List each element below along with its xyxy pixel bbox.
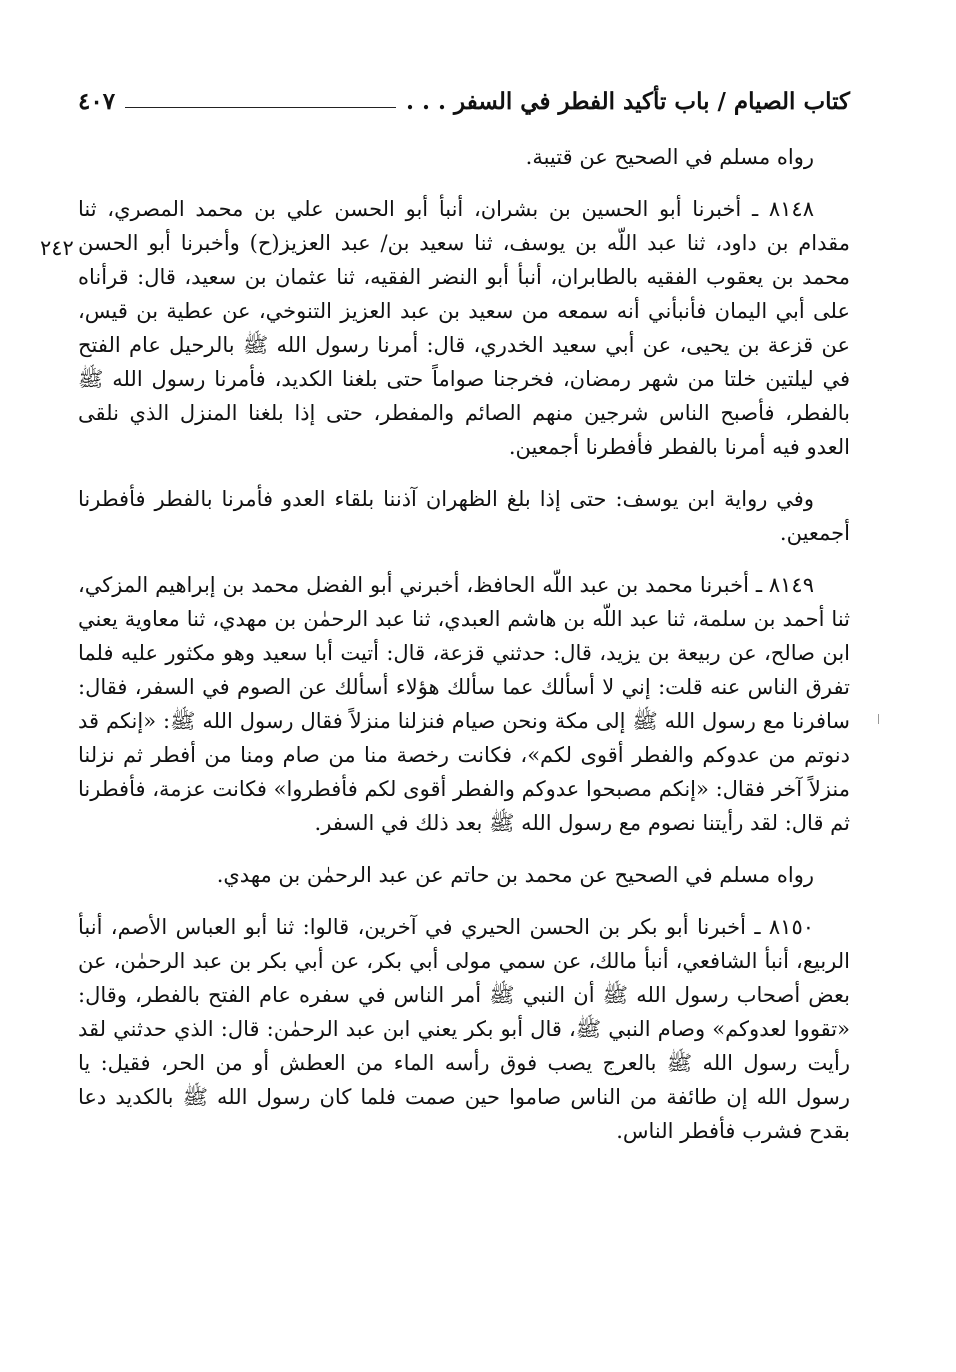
- paragraph-hadith-8150: ٨١٥٠ ـ أخبرنا أبو بكر بن الحسن الحيري في آخرين، قالوا: ثنا أبو العباس الأصم، أنبأ الربيع، أنبأ الشافعي، أنبأ مالك، عن سمي مولى أبي بكر، عن أبي بكر بن عبد الرحمٰن، عن بعض أصحاب رسول الله ﷺ أن النبي ﷺ أمر الناس في سفره عام الفتح بالفطر، وقال: «تقووا لعدوكم» وصام النبي ﷺ، قال أبو بكر يعني ابن عبد الرحمٰن: قال: الذي حدثني لقد رأيت رسول الله ﷺ بالعرج يصب فوق رأسه الماء من العطش أو من الحر، فقيل: يا رسول الله إن طائفة من الناس صاموا حين صمت فلما كان رسول الله ﷺ بالكديد دعا بقدح فشرب فأفطر الناس.: [78, 915, 850, 1143]
- body-text: [78, 140, 850, 1166]
- paragraph-attribution-2: رواه مسلم في الصحيح عن محمد بن حاتم عن عبد الرحمٰن بن مهدي.: [216, 863, 814, 887]
- paragraph-attribution-1: رواه مسلم في الصحيح عن قتيبة.: [525, 145, 814, 169]
- header-rule: [125, 107, 396, 108]
- margin-reference-number: ٢٤٢: [40, 236, 74, 260]
- paragraph-hadith-8149: ٨١٤٩ ـ أخبرنا محمد بن عبد اللّه الحافظ، أخبرني أبو الفضل محمد بن إبراهيم المزكي، ثنا أحمد بن سلمة، ثنا عبد اللّه بن هاشم العبدي، ثنا عبد الرحمٰن بن مهدي، ثنا معاوية يعني ابن صالح، عن ربيعة بن يزيد، قال: حدثني قزعة، قال: أتيت أبا سعيد وهو مكثور عليه فلما تفرق الناس عنه قلت: إني لا أسألك عما سألك هؤلاء أسألك عن الصوم في السفر، فقال: سافرنا مع رسول الله ﷺ إلى مكة ونحن صيام فنزلنا منزلاً فقال رسول الله ﷺ: «إنكم قد دنوتم من عدوكم والفطر أقوى لكم»، فكانت رخصة منا من صام ومنا من أفطر ثم نزلنا منزلاً آخر فقال: «إنكم مصبحوا عدوكم والفطر أقوى لكم فأفطروا» فكانت عزمة، فأفطرنا ثم قال: لقد رأيتنا نصوم مع رسول الله ﷺ بعد ذلك في السفر.: [78, 573, 850, 835]
- paragraph-hadith-8148: ٨١٤٨ ـ أخبرنا أبو الحسين بن بشران، أنبأ أبو الحسن علي بن محمد المصري، ثنا مقدام بن داود، ثنا عبد اللّه بن يوسف، ثنا سعيد بن/ عبد العزيز(ح) وأخبرنا أبو الحسن محمد بن يعقوب الفقيه بالطابران، أنبأ أبو النضر الفقيه، ثنا عثمان بن سعيد، قال: قرأناه على أبي اليمان فأنبأني أنه سمعه من سعيد بن عبد العزيز التنوخي، عن عطية بن قيس، عن قزعة بن يحيى، عن أبي سعيد الخدري، قال: أمرنا رسول الله ﷺ بالرحيل عام الفتح في ليلتين خلتا من شهر رمضان، فخرجنا صواماً حتى بلغنا الكديد، فأمرنا رسول الله ﷺ بالفطر، فأصبح الناس شرجين منهم الصائم والمفطر، حتى إذا بلغنا المنزل الذي نلقى العدو فيه أمرنا بالفطر فأفطرنا أجمعين.: [78, 197, 850, 459]
- chapter-title: كتاب الصيام / باب تأكيد الفطر في السفر . . .: [405, 87, 850, 115]
- paragraph-variant-riwaya: وفي رواية ابن يوسف: حتى إذا بلغ الظهران آذننا بلقاء العدو فأمرنا بالفطر فأفطرنا أجمعين.: [78, 487, 850, 545]
- running-header: [78, 84, 850, 118]
- page-number: ٤٠٧: [78, 87, 116, 115]
- margin-mark: [878, 714, 879, 724]
